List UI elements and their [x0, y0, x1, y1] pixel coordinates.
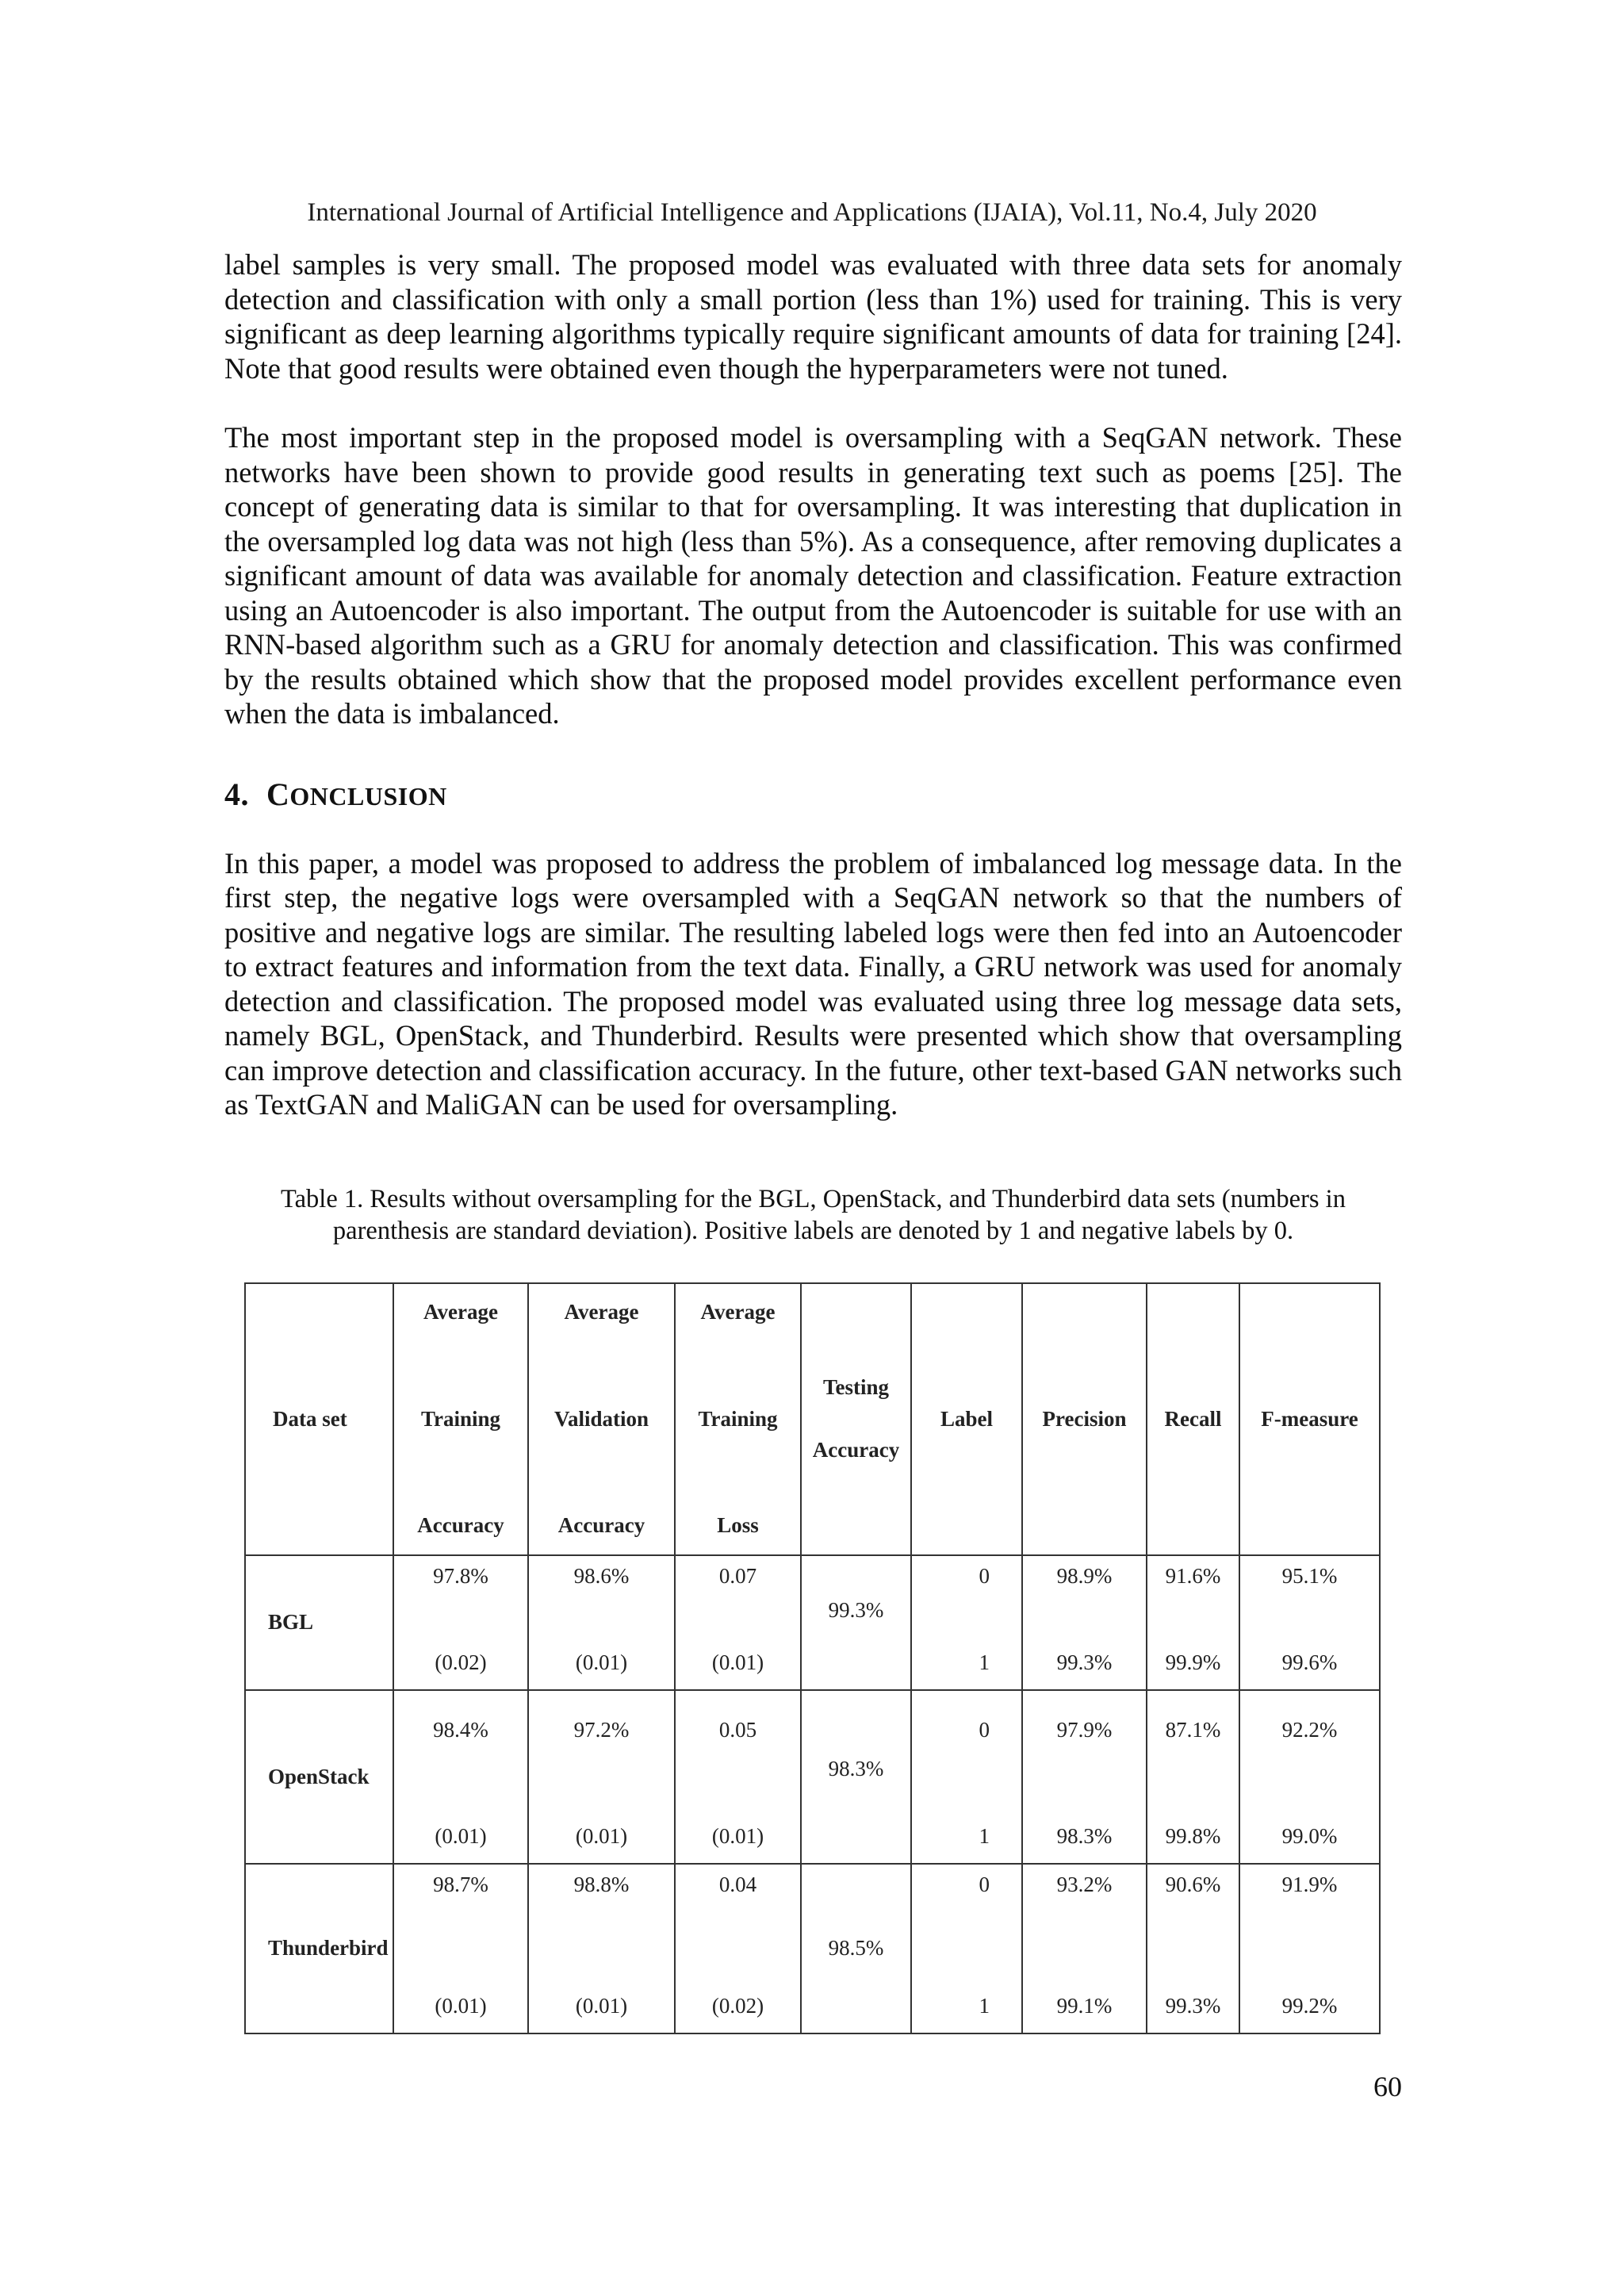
value: 99.0% — [1281, 1823, 1338, 1848]
value: 99.3% — [828, 1598, 884, 1623]
header-avg-training-loss — [675, 1283, 801, 1555]
label-1: 1 — [979, 1823, 990, 1848]
header-dataset: Data set — [245, 1283, 393, 1555]
section-number: 4. — [224, 776, 249, 812]
value: 0.05 — [718, 1718, 757, 1742]
cell-label — [911, 1864, 1022, 2033]
value: 99.8% — [1165, 1823, 1221, 1848]
value: 95.1% — [1281, 1563, 1338, 1588]
header-line: Average — [423, 1300, 498, 1324]
std-dev: (0.01) — [435, 1823, 487, 1848]
cell-precision — [1022, 1864, 1147, 2033]
cell-train-acc — [393, 1690, 528, 1863]
value: 87.1% — [1165, 1718, 1221, 1742]
std-dev: (0.01) — [575, 1823, 628, 1848]
page-number: 60 — [1373, 2071, 1402, 2102]
std-dev: (0.02) — [435, 1650, 487, 1675]
value: 90.6% — [1165, 1872, 1221, 1896]
cell-train-acc — [393, 1555, 528, 1690]
header-line: Loss — [717, 1513, 759, 1538]
std-dev: (0.02) — [711, 1994, 764, 2018]
std-dev: (0.01) — [575, 1994, 628, 2018]
header-line: Accuracy — [557, 1513, 645, 1538]
cell-fmeasure — [1239, 1864, 1380, 2033]
value: 93.2% — [1056, 1872, 1113, 1896]
running-header: International Journal of Artificial Intelligence and Applications (IJAIA), Vol.11, No.4, July 2020 — [307, 198, 1317, 227]
header-line: Average — [564, 1300, 639, 1324]
cell-val-acc — [528, 1555, 675, 1690]
value: 98.4% — [433, 1718, 488, 1742]
header-line: Training — [698, 1406, 778, 1431]
conclusion-paragraph: In this paper, a model was proposed to address the problem of imbalanced log message data. In the first step, the negative logs were oversampled with a SeqGAN network so that the numbers of positive and negative logs are similar. The resulting labeled logs were then fed into an Autoencoder to extract features and information from the text data. Finally, a GRU network was used for anomaly detection and classification. The proposed model was evaluated using three log message data sets, namely BGL, OpenStack, and Thunderbird. Results were presented which show that oversampling can improve detection and classification accuracy. In the future, other text-based GAN networks such as TextGAN and MaliGAN can be used for oversampling. — [224, 846, 1402, 1121]
cell-test-acc — [801, 1864, 911, 2033]
table-caption: Table 1. Results without oversampling for the BGL, OpenStack, and Thunderbird data sets (numbers in parenthesis are standard deviation). Positive labels are denoted by 1 and negative labels by 0. — [281, 1185, 1346, 1245]
std-dev: (0.01) — [711, 1650, 764, 1675]
cell-train-loss — [675, 1690, 801, 1863]
label-1: 1 — [979, 1994, 990, 2018]
row-name-thunderbird: Thunderbird — [245, 1864, 393, 2033]
value: 99.6% — [1281, 1650, 1338, 1675]
table-row — [245, 1555, 1380, 1690]
cell-precision — [1022, 1690, 1147, 1863]
header-avg-validation-accuracy — [528, 1283, 675, 1555]
cell-label — [911, 1555, 1022, 1690]
std-dev: (0.01) — [575, 1650, 628, 1675]
value: 0.07 — [718, 1563, 757, 1588]
header-line: Accuracy — [417, 1513, 504, 1538]
header-line: Accuracy — [812, 1438, 900, 1462]
cell-test-acc — [801, 1555, 911, 1690]
cell-train-loss — [675, 1864, 801, 2033]
header-testing-accuracy — [801, 1283, 911, 1555]
cell-val-acc — [528, 1690, 675, 1863]
value: 92.2% — [1281, 1718, 1338, 1742]
value: 98.8% — [573, 1872, 630, 1896]
label-0: 0 — [979, 1563, 990, 1588]
header-recall: Recall — [1147, 1283, 1239, 1555]
header-line: Validation — [553, 1406, 649, 1431]
value: 98.9% — [1056, 1563, 1113, 1588]
table-row — [245, 1690, 1380, 1863]
value: 0.04 — [718, 1872, 757, 1896]
table-header-row — [245, 1283, 1380, 1555]
header-line: Training — [420, 1406, 501, 1431]
value: 99.3% — [1056, 1650, 1113, 1675]
cell-val-acc — [528, 1864, 675, 2033]
cell-precision — [1022, 1555, 1147, 1690]
value: 99.9% — [1165, 1650, 1221, 1675]
header-line: Testing — [822, 1375, 890, 1400]
value: 98.6% — [573, 1563, 630, 1588]
paragraph: label samples is very small. The proposed model was evaluated with three data sets for anomaly detection and classification with only a small portion (less than 1%) used for training. This is very significant as deep learning algorithms typically require significant amounts of data for training [24]. Note that good results were obtained even though the hyperparameters were not tuned. — [224, 248, 1402, 385]
value: 99.2% — [1281, 1994, 1338, 2018]
header-label: Label — [911, 1283, 1022, 1555]
std-dev: (0.01) — [711, 1823, 764, 1848]
results-table — [244, 1282, 1381, 2034]
cell-label — [911, 1690, 1022, 1863]
cell-recall — [1147, 1690, 1239, 1863]
body-text — [224, 247, 1402, 1122]
value: 91.9% — [1281, 1872, 1338, 1896]
value: 97.2% — [573, 1718, 630, 1742]
std-dev: (0.01) — [435, 1994, 487, 2018]
label-0: 0 — [979, 1872, 990, 1896]
value: 99.3% — [1165, 1994, 1221, 2018]
header-avg-training-accuracy — [393, 1283, 528, 1555]
cell-fmeasure — [1239, 1555, 1380, 1690]
header-fmeasure: F-measure — [1239, 1283, 1380, 1555]
label-0: 0 — [979, 1718, 990, 1742]
value: 97.9% — [1056, 1718, 1113, 1742]
label-1: 1 — [979, 1650, 990, 1675]
value: 98.3% — [828, 1756, 884, 1780]
row-name-bgl: BGL — [245, 1555, 393, 1690]
section-heading — [224, 776, 1402, 813]
cell-recall — [1147, 1555, 1239, 1690]
table-row — [245, 1864, 1380, 2033]
row-name-openstack: OpenStack — [245, 1690, 393, 1863]
cell-train-acc — [393, 1864, 528, 2033]
header-precision: Precision — [1022, 1283, 1147, 1555]
cell-train-loss — [675, 1555, 801, 1690]
cell-fmeasure — [1239, 1690, 1380, 1863]
cell-test-acc — [801, 1690, 911, 1863]
section-title-rest: ONCLUSION — [289, 781, 447, 811]
section-title-initial: C — [266, 776, 290, 812]
value: 99.1% — [1056, 1994, 1113, 2018]
value: 91.6% — [1165, 1563, 1221, 1588]
value: 98.7% — [433, 1872, 488, 1896]
cell-recall — [1147, 1864, 1239, 2033]
value: 98.3% — [1056, 1823, 1113, 1848]
paragraph: The most important step in the proposed model is oversampling with a SeqGAN network. These networks have been shown to provide good results in generating text such as poems [25]. The concept of generating data is similar to that for oversampling. It was interesting that duplication in the oversampled log data was not high (less than 5%). As a consequence, after removing duplicates a significant amount of data was available for anomaly detection and classification. Feature extraction using an Autoencoder is also important. The output from the Autoencoder is suitable for use with an RNN-based algorithm such as a GRU for anomaly detection and classification. This was confirmed by the results obtained which show that the proposed model provides excellent performance even when the data is imbalanced. — [224, 421, 1402, 730]
value: 98.5% — [828, 1936, 884, 1961]
header-line: Average — [700, 1300, 776, 1324]
value: 97.8% — [433, 1563, 488, 1588]
